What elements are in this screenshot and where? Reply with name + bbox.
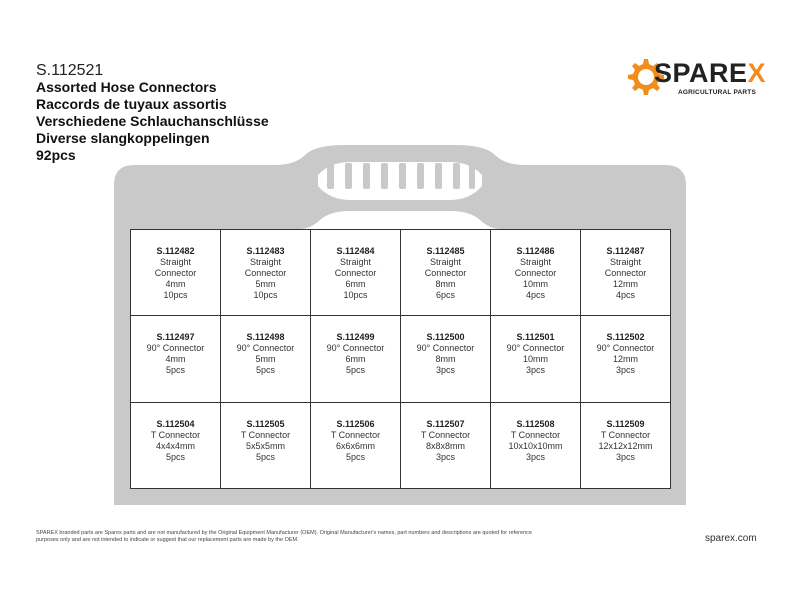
cell-line: T Connector <box>240 429 291 440</box>
compartment-cell <box>130 402 221 489</box>
compartment-cell <box>220 402 311 489</box>
compartment-cell <box>490 315 581 402</box>
compartment-cell <box>490 229 581 316</box>
website-link[interactable]: sparex.com <box>705 533 757 544</box>
compartment-cell <box>400 315 491 402</box>
cell-line: 5pcs <box>255 451 275 462</box>
title-fr: Raccords de tuyaux assortis <box>36 96 227 112</box>
cell-line: 4pcs <box>615 290 635 300</box>
cell-line: 10pcs <box>163 290 188 300</box>
cell-line: 3pcs <box>525 451 545 462</box>
cell-line: T Connector <box>600 429 651 440</box>
part-number: S.112482 <box>156 246 195 256</box>
compartment-grid <box>130 229 670 488</box>
cell-line: 8mm <box>435 354 456 365</box>
cell-line: 4mm <box>165 279 186 289</box>
cell-line: 90° Connector <box>416 343 475 354</box>
title-en: Assorted Hose Connectors <box>36 79 217 95</box>
cell-line: Straight <box>519 257 552 267</box>
compartment-cell <box>580 315 671 402</box>
cell-line: 4mm <box>165 354 186 365</box>
part-number: S.112499 <box>336 332 375 343</box>
part-number: S.112497 <box>156 332 195 343</box>
compartment-cell <box>310 402 401 489</box>
cell-line: Connector <box>334 268 377 278</box>
compartment-cell <box>580 229 671 316</box>
compartment-cell <box>220 229 311 316</box>
compartment-cell <box>400 229 491 316</box>
cell-line: Straight <box>249 257 282 267</box>
part-number: S.112501 <box>516 332 555 343</box>
part-number: S.112508 <box>516 418 555 429</box>
cell-line: 90° Connector <box>596 343 655 354</box>
cell-line: 5pcs <box>165 451 185 462</box>
cell-line: 8x8x8mm <box>425 440 465 451</box>
cell-line: 12mm <box>612 279 638 289</box>
cell-line: 90° Connector <box>326 343 385 354</box>
compartment-cell <box>130 229 221 316</box>
cell-line: 5pcs <box>345 365 365 376</box>
cell-line: Straight <box>159 257 192 267</box>
compartment-cell <box>310 315 401 402</box>
compartment-cell <box>130 315 221 402</box>
cell-line: 5mm <box>255 279 276 289</box>
title-nl: Diverse slangkoppelingen <box>36 130 210 146</box>
cell-line: 10mm <box>522 354 548 365</box>
cell-line: 10pcs <box>343 290 368 300</box>
cell-line: T Connector <box>420 429 471 440</box>
brand-tagline: AGRICULTURAL PARTS <box>678 89 756 96</box>
compartment-cell <box>220 315 311 402</box>
product-code: S.112521 <box>36 62 104 79</box>
piece-count: 92pcs <box>36 147 76 163</box>
cell-line: Straight <box>429 257 462 267</box>
part-number: S.112498 <box>246 332 285 343</box>
brand-wordmark: SPAREX <box>654 58 767 88</box>
cell-line: Connector <box>604 268 647 278</box>
cell-line: 10x10x10mm <box>508 440 563 451</box>
part-number: S.112505 <box>246 418 285 429</box>
compartment-cell <box>310 229 401 316</box>
part-number: S.112504 <box>156 418 195 429</box>
cell-line: 90° Connector <box>236 343 295 354</box>
cell-line: 3pcs <box>615 451 635 462</box>
cell-line: 12x12x12mm <box>598 440 653 451</box>
cell-line: Straight <box>339 257 372 267</box>
cell-line: Connector <box>514 268 557 278</box>
part-number: S.112484 <box>336 246 375 256</box>
cell-line: 5pcs <box>255 365 275 376</box>
cell-line: 8mm <box>435 279 456 289</box>
cell-line: 10mm <box>522 279 548 289</box>
cell-line: Connector <box>244 268 287 278</box>
cell-line: 3pcs <box>435 365 455 376</box>
cell-line: 5x5x5mm <box>245 440 285 451</box>
compartment-cell <box>400 402 491 489</box>
cell-line: T Connector <box>330 429 381 440</box>
part-number: S.112500 <box>426 332 465 343</box>
title-de: Verschiedene Schlauchanschlüsse <box>36 113 269 129</box>
cell-line: 90° Connector <box>506 343 565 354</box>
cell-line: Connector <box>154 268 197 278</box>
cell-line: 5mm <box>255 354 276 365</box>
cell-line: Connector <box>424 268 467 278</box>
part-number: S.112507 <box>426 418 465 429</box>
cell-line: 3pcs <box>525 365 545 376</box>
part-number: S.112502 <box>606 332 645 343</box>
cell-line: T Connector <box>510 429 561 440</box>
cell-line: 5pcs <box>165 365 185 376</box>
cell-line: Straight <box>609 257 642 267</box>
cell-line: 6x6x6mm <box>335 440 375 451</box>
cell-line: T Connector <box>150 429 201 440</box>
cell-line: 12mm <box>612 354 638 365</box>
cell-line: 6mm <box>345 279 366 289</box>
cell-line: 10pcs <box>253 290 278 300</box>
cell-line: 4pcs <box>525 290 545 300</box>
compartment-cell <box>490 402 581 489</box>
part-number: S.112506 <box>336 418 375 429</box>
part-number: S.112483 <box>246 246 285 256</box>
cell-line: 3pcs <box>435 451 455 462</box>
part-number: S.112509 <box>606 418 645 429</box>
cell-line: 90° Connector <box>146 343 205 354</box>
cell-line: 3pcs <box>615 365 635 376</box>
part-number: S.112486 <box>516 246 555 256</box>
cell-line: 4x4x4mm <box>155 440 195 451</box>
part-number: S.112485 <box>426 246 465 256</box>
cell-line: 6mm <box>345 354 366 365</box>
cell-line: 6pcs <box>435 290 455 300</box>
part-number: S.112487 <box>606 246 645 256</box>
compartment-cell <box>580 402 671 489</box>
disclaimer-text: SPAREX branded parts are Sparex parts and are not manufactured by the Original Equipment Manufacturer (OEM). Original Manufacturer's names, part numbers and descriptions are quoted for reference purposes only and are not intended to indicate or suggest that our replacement parts are made by the OEM. <box>36 530 532 543</box>
cell-line: 5pcs <box>345 451 365 462</box>
